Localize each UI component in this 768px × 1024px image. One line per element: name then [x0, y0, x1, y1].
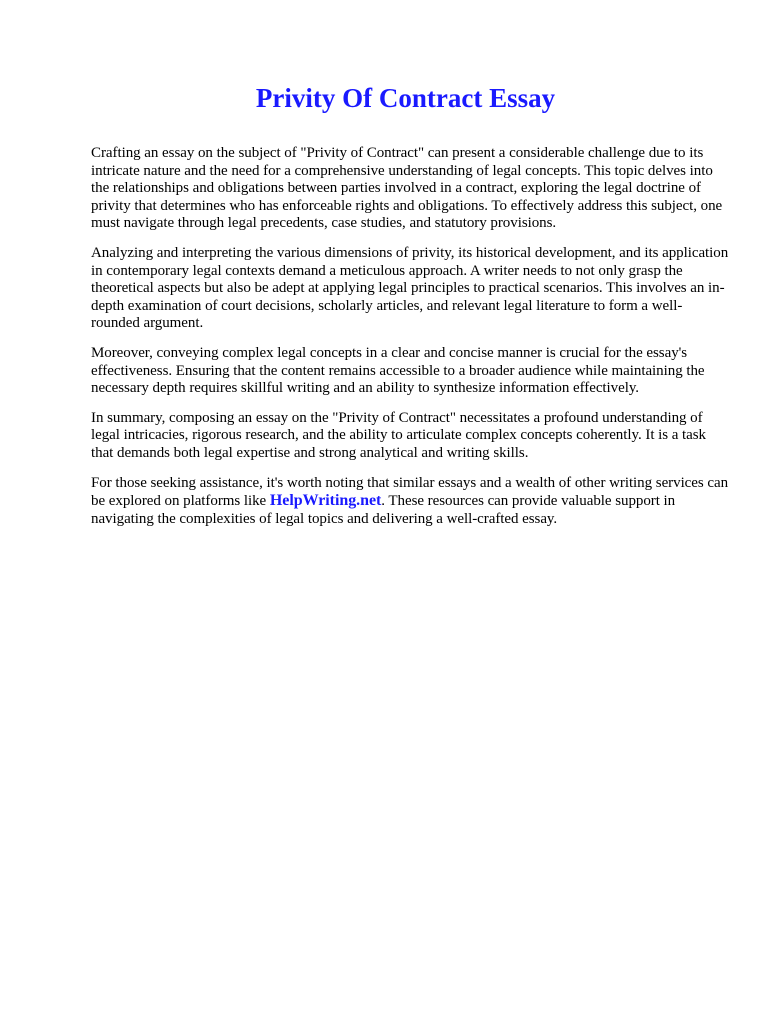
- paragraph-5: [91, 475, 731, 529]
- page-title: Privity Of Contract Essay: [255, 83, 556, 113]
- paragraph-4: In summary, composing an essay on the "Privity of Contract" necessitates a profound understanding of legal intricacies, rigorous research, and the ability to articulate complex concepts coherently. It is a task that demands both legal expertise and strong analytical and writing skills.: [91, 409, 707, 461]
- paragraph-5-text-before-link: For those seeking assistance, it's worth noting that similar essays and a wealth of other writing services can be explored on platforms like: [91, 474, 729, 510]
- paragraph-3: Moreover, conveying complex legal concepts in a clear and concise manner is crucial for the essay's effectiveness. Ensuring that the content remains accessible to a broader audience while maintaining the necessary depth requires skillful writing and an ability to synthesize information effectively.: [91, 344, 705, 397]
- helpwriting-link[interactable]: HelpWriting.net: [269, 492, 382, 510]
- paragraph-1: Crafting an essay on the subject of "Privity of Contract" can present a considerable challenge due to its intricate nature and the need for a comprehensive understanding of legal concepts. This topic delves into the relationships and obligations between parties involved in a contract, exploring the legal doctrine of privity that determines who has enforceable rights and obligations. To effectively address this subject, one must navigate through legal precedents, case studies, and statutory provisions.: [91, 145, 723, 232]
- essay-body: [91, 145, 731, 540]
- paragraph-5-text-after-link: . These resources can provide valuable support in navigating the complexities of legal topics and delivering a well-crafted essay.: [91, 493, 676, 527]
- paragraph-2: Analyzing and interpreting the various dimensions of privity, its historical development, and its application in contemporary legal contexts demand a meticulous approach. A writer needs to not only grasp the theoretical aspects but also be adept at applying legal principles to practical scenarios. This involves an in-depth examination of court decisions, scholarly articles, and relevant legal literature to form a well-rounded argument.: [91, 244, 729, 332]
